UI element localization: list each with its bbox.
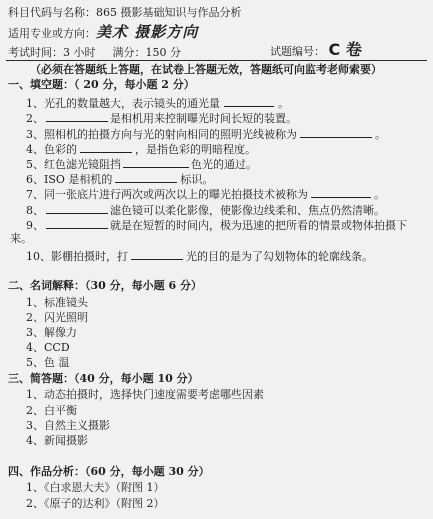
blank-9 [46, 217, 108, 229]
subject-value: 865 摄影基础知识与作品分析 [96, 6, 242, 19]
paper-number [270, 40, 362, 59]
time-value: 3 小时 [63, 46, 96, 59]
major-handwritten: 美术 摄影方向 [96, 23, 199, 41]
short-answer-2: 2、白平衡 [26, 404, 77, 417]
paper-no-value: C 卷 [328, 40, 362, 59]
fill-item-6: 6、ISO 是相机的 标识。 [26, 173, 214, 186]
work-analysis-2: 2、《原子的达利》（附图 2） [26, 497, 165, 510]
blank-4 [80, 141, 132, 153]
major-label: 适用专业或方向： [8, 27, 96, 40]
term-item-1: 1、标准镜头 [26, 296, 88, 309]
fill-item-9-continued: 来。 [10, 232, 32, 245]
header-divider [6, 60, 427, 61]
blank-3 [300, 126, 372, 138]
subject-label: 科目代码与名称： [8, 6, 96, 19]
fill-item-8: 8、 滤色镜可以柔化影像，使影像边线柔和、焦点仍然清晰。 [26, 204, 385, 217]
fill-item-7: 7、同一张底片进行两次或两次以上的曝光拍摄技术被称为 。 [26, 188, 385, 201]
major-line [8, 25, 198, 41]
time-label: 考试时间： [8, 46, 63, 59]
short-answer-3: 3、自然主义摄影 [26, 419, 110, 432]
fill-item-3: 3、照相机的拍摄方向与光的射向相同的照明光线被称为 。 [26, 128, 386, 141]
fill-item-5: 5、红色滤光镜阻挡 色光的通过。 [26, 158, 257, 171]
term-item-5: 5、色 温 [26, 356, 70, 369]
blank-5 [123, 156, 189, 168]
score-label: 满分： [112, 46, 146, 59]
section3-heading: 三、简答题：（40 分，每小题 10 分） [8, 372, 199, 385]
paper-no-label: 试题编号： [270, 45, 325, 58]
blank-1 [224, 95, 274, 107]
section1-heading: 一、填空题：（ 20 分，每小题 2 分） [8, 78, 195, 91]
work-analysis-1: 1、《白求恩大夫》（附图 1） [26, 481, 165, 494]
short-answer-1: 1、动态拍摄时，选择快门速度需要考虑哪些因素 [26, 388, 264, 401]
fill-item-9: 9、 就是在短暂的时间内，极为迅速的把所看的情景或物体拍摄下 [26, 219, 407, 232]
short-answer-4: 4、新闻摄影 [26, 434, 88, 447]
fill-item-4: 4、色彩的 ，是指色彩的明暗程度。 [26, 143, 256, 156]
fill-item-2: 2、 是相机用来控制曝光时间长短的装置。 [26, 112, 297, 125]
blank-7 [311, 186, 371, 198]
blank-2 [46, 110, 108, 122]
section2-heading: 二、名词解释：（30 分，每小题 6 分） [8, 279, 202, 292]
term-item-2: 2、闪光照明 [26, 311, 88, 324]
section4-heading: 四、作品分析：（60 分，每小题 30 分） [8, 465, 210, 478]
fill-item-10: 10、影棚拍摄时，打 光的目的是为了勾划物体的轮廓线条。 [26, 250, 373, 263]
blank-10 [131, 248, 183, 260]
term-item-4: 4、CCD [26, 341, 70, 354]
score-value: 150 分 [145, 46, 181, 59]
answer-notice: （必须在答题纸上答题，在试卷上答题无效，答题纸可向监考老师索要） [30, 63, 382, 76]
term-item-3: 3、解像力 [26, 326, 77, 339]
fill-item-1: 1、光孔的数量越大，表示镜头的通光量 。 [26, 97, 289, 110]
time-score-line [8, 46, 181, 60]
blank-8 [46, 202, 108, 214]
blank-6 [115, 171, 177, 183]
subject-line [8, 6, 242, 20]
